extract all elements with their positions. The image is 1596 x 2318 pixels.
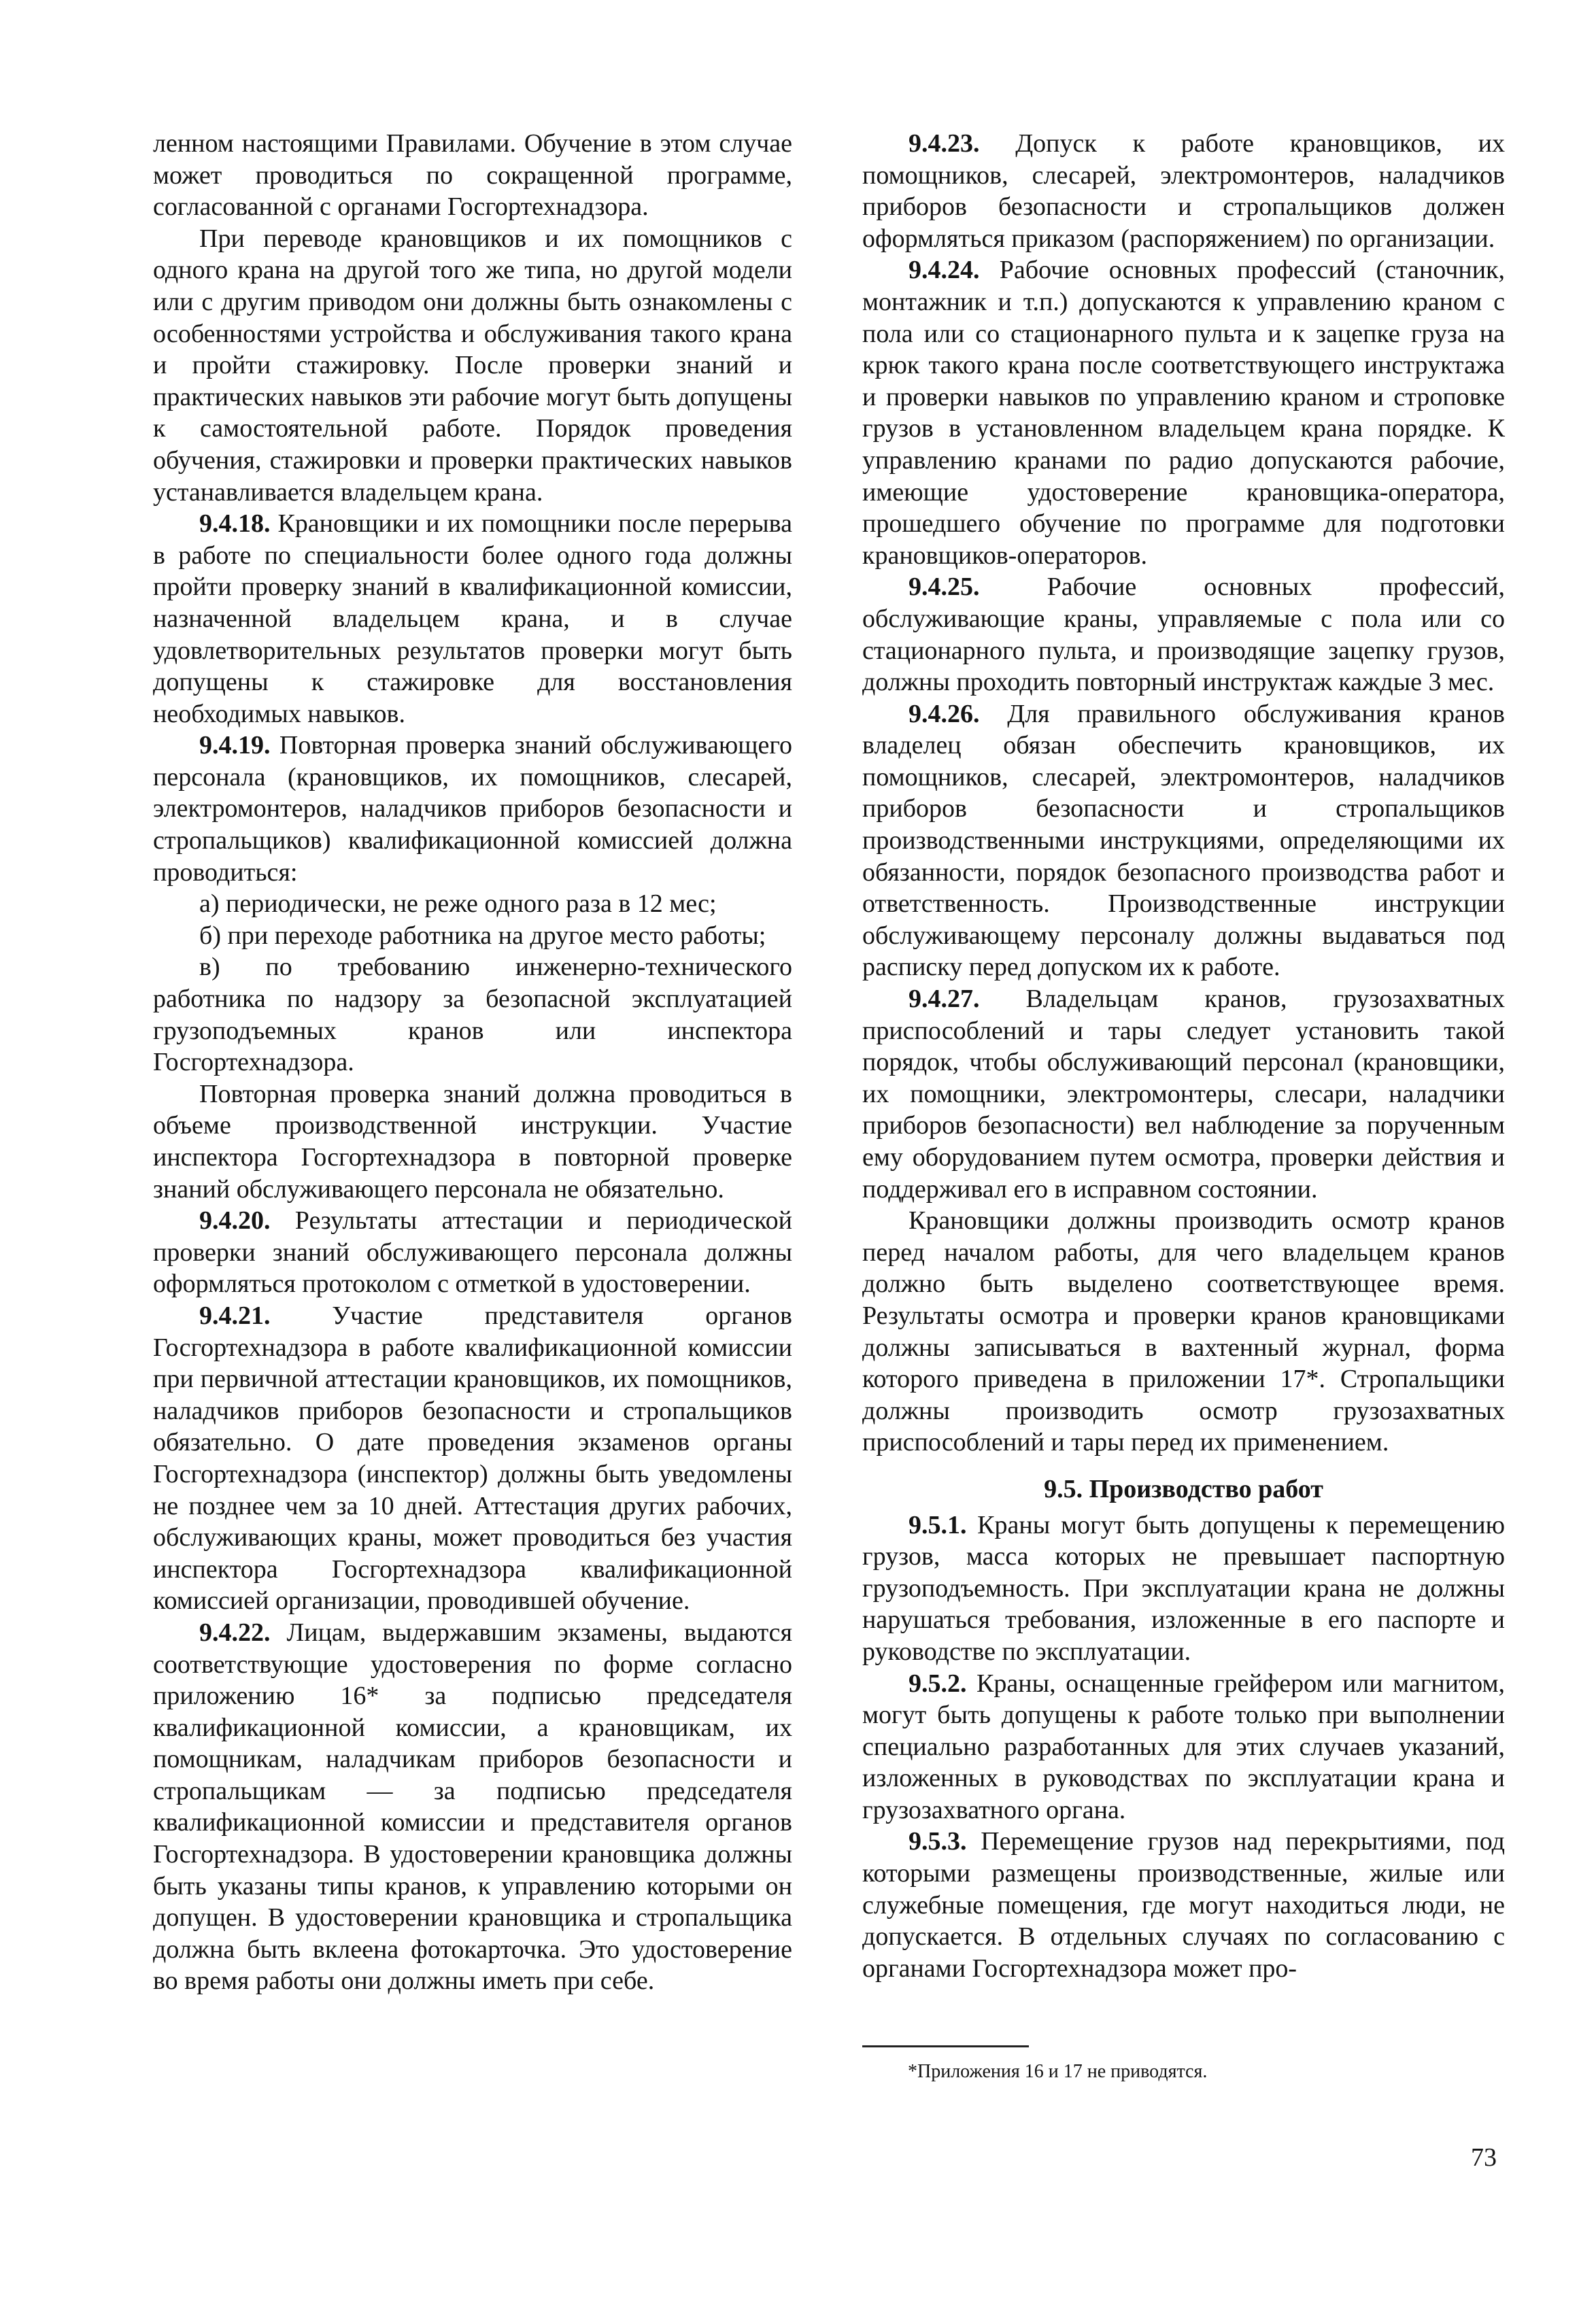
clause-9-4-18: 9.4.18. Крановщики и их помощники после перерыва в работе по специальности более одного года должны пройти проверку знаний в квалификационной комиссии, назначенной владельцем крана, и в случае удовлетворительных результатов проверки могут быть допущены к стажировке для восстановления необходимых навыков. <box>153 509 792 728</box>
clause-9-4-23: 9.4.23. Допуск к работе крановщиков, их помощников, слесарей, электромонтеров, наладчиков приборов безопасности и стропальщиков должен оформляться приказом (распоряжением) по организации. <box>862 129 1505 253</box>
clause-number: 9.4.27. <box>909 985 980 1014</box>
clause-9-5-3: 9.5.3. Перемещение грузов над перекрытиями, под которыми размещены производственные, жилые или служебные помещения, где могут находиться люди, не допускается. В отдельных случаях по согласованию с органами Госгортехнадзора может про- <box>862 1827 1505 1983</box>
list-item: в) по требованию инженерно-технического работника по надзору за безопасной эксплуатацией грузоподъемных кранов или инспектора Госгортехнадзора. <box>153 953 792 1077</box>
list-item: б) при переходе работника на другое место работы; <box>199 921 766 950</box>
clause-9-4-19: 9.4.19. Повторная проверка знаний обслуживающего персонала (крановщиков, их помощников, слесарей, электромонтеров, наладчиков приборов безопасности и стропальщиков) квалификационной комиссией должна проводиться: <box>153 731 792 887</box>
clause-number: 9.4.26. <box>909 699 980 728</box>
section-heading: 9.5. Производство работ <box>1044 1474 1323 1503</box>
clause-number: 9.5.3. <box>909 1827 967 1856</box>
clause-number: 9.4.21. <box>199 1301 271 1330</box>
clause-number: 9.5.2. <box>909 1669 967 1698</box>
clause-9-5-2: 9.5.2. Краны, оснащенные грейфером или магнитом, могут быть допущены к работе только при выполнении специально разработанных для этих случаев указаний, изложенных в руководствах по эксплуатации крана и грузозахватного органа. <box>862 1669 1505 1824</box>
right-column <box>862 128 1505 1984</box>
clause-number: 9.4.19. <box>199 731 271 760</box>
clause-9-4-24: 9.4.24. Рабочие основных профессий (станочник, монтажник и т.п.) допускаются к управлению краном с пола или со стационарного пульта и к зацепке груза на крюк такого крана после соответствующего инструктажа и проверки навыков по управлению краном и строповке грузов в установленном владельцем крана порядке. К управлению кранами по радио допускаются рабочие, имеющие удостоверение крановщика-оператора, прошедшего обучение по программе для подготовки крановщиков-операторов. <box>862 256 1505 570</box>
clause-9-4-25: 9.4.25. Рабочие основных профессий, обслуживающие краны, управляемые с пола или со стационарного пульта, и производящие зацепку грузов, должны проходить повторный инструктаж каждые 3 мес. <box>862 573 1505 697</box>
clause-number: 9.4.23. <box>909 129 980 158</box>
clause-number: 9.4.18. <box>199 509 271 539</box>
clause-number: 9.4.24. <box>909 256 980 285</box>
footnote-divider <box>862 2045 1029 2047</box>
footnote: *Приложения 16 и 17 не приводятся. <box>908 2061 1208 2082</box>
clause-9-4-21: 9.4.21. Участие представителя органов Госгортехнадзора в работе квалификационной комиссии при первичной аттестации крановщиков, их помощников, наладчиков приборов безопасности и стропальщиков обязательно. О дате проведения экзаменов органы Госгортехнадзора (инспектор) должны быть уведомлены не позднее чем за 10 дней. Аттестация других рабочих, обслуживающих краны, может проводиться без участия инспектора Госгортехнадзора квалификационной комиссией организации, проводившей обучение. <box>153 1301 792 1616</box>
page-number: 73 <box>1471 2143 1497 2172</box>
paragraph: При переводе крановщиков и их помощников с одного крана на другой того же типа, но другой модели или с другим приводом они должны быть ознакомлены с особенностями устройства и обслуживания такого крана и пройти стажировку. После проверки знаний и практических навыков эти рабочие могут быть допущены к самостоятельной работе. Порядок проведения обучения, стажировки и проверки практических навыков устанавливается владельцем крана. <box>153 224 792 507</box>
paragraph: ленном настоящими Правилами. Обучение в этом случае может проводиться по сокращенной программе, согласованной с органами Госгортехнадзора. <box>153 129 792 222</box>
left-column <box>153 128 792 1997</box>
clause-9-4-22: 9.4.22. Лицам, выдержавшим экзамены, выдаются соответствующие удостоверения по форме согласно приложению 16* за подписью председателя квалификационной комиссии, а крановщикам, их помощникам, наладчикам приборов безопасности и стропальщикам — за подписью председателя квалификационной комиссии и представителя органов Госгортехнадзора. В удостоверении крановщика должны быть указаны типы кранов, к управлению которыми он допущен. В удостоверении крановщика и стропальщика должна быть вклеена фотокарточка. Это удостоверение во время работы они должны иметь при себе. <box>153 1618 792 1996</box>
clause-9-4-26: 9.4.26. Для правильного обслуживания кранов владелец обязан обеспечить крановщиков, их помощников, слесарей, электромонтеров, наладчиков приборов безопасности и стропальщиков производственными инструкциями, определяющими их обязанности, порядок безопасного производства работ и ответственность. Производственные инструкции обслуживающему персоналу должны выдаваться под расписку перед допуском их к работе. <box>862 699 1505 982</box>
clause-9-5-1: 9.5.1. Краны могут быть допущены к перемещению грузов, масса которых не превышает паспортную грузоподъемность. При эксплуатации крана не должны нарушаться требования, изложенные в его паспорте и руководстве по эксплуатации. <box>862 1510 1505 1666</box>
clause-number: 9.4.25. <box>909 573 980 602</box>
clause-number: 9.5.1. <box>909 1510 967 1539</box>
clause-number: 9.4.22. <box>199 1618 271 1647</box>
paragraph: Повторная проверка знаний должна проводиться в объеме производственной инструкции. Участие инспектора Госгортехнадзора в повторной проверке знаний обслуживающего персонала не обязательно. <box>153 1079 792 1204</box>
list-item: а) периодически, не реже одного раза в 12 мес; <box>199 889 717 919</box>
paragraph: Крановщики должны производить осмотр кранов перед началом работы, для чего владельцем кранов должно быть выделено соответствующее время. Результаты осмотра и проверки кранов крановщиками должны записываться в вахтенный журнал, форма которого приведена в приложении 17*. Стропальщики должны производить осмотр грузозахватных приспособлений и тары перед их применением. <box>862 1206 1505 1457</box>
clause-9-4-20: 9.4.20. Результаты аттестации и периодической проверки знаний обслуживающего персонала должны оформляться протоколом с отметкой в удостоверении. <box>153 1206 792 1299</box>
clause-9-4-27: 9.4.27. Владельцам кранов, грузозахватных приспособлений и тары следует установить такой порядок, чтобы обслуживающий персонал (крановщики, их помощники, электромонтеры, слесари, наладчики приборов безопасности) вел наблюдение за порученным ему оборудованием путем осмотра, проверки действия и поддерживал его в исправном состоянии. <box>862 985 1505 1204</box>
clause-number: 9.4.20. <box>199 1206 271 1235</box>
